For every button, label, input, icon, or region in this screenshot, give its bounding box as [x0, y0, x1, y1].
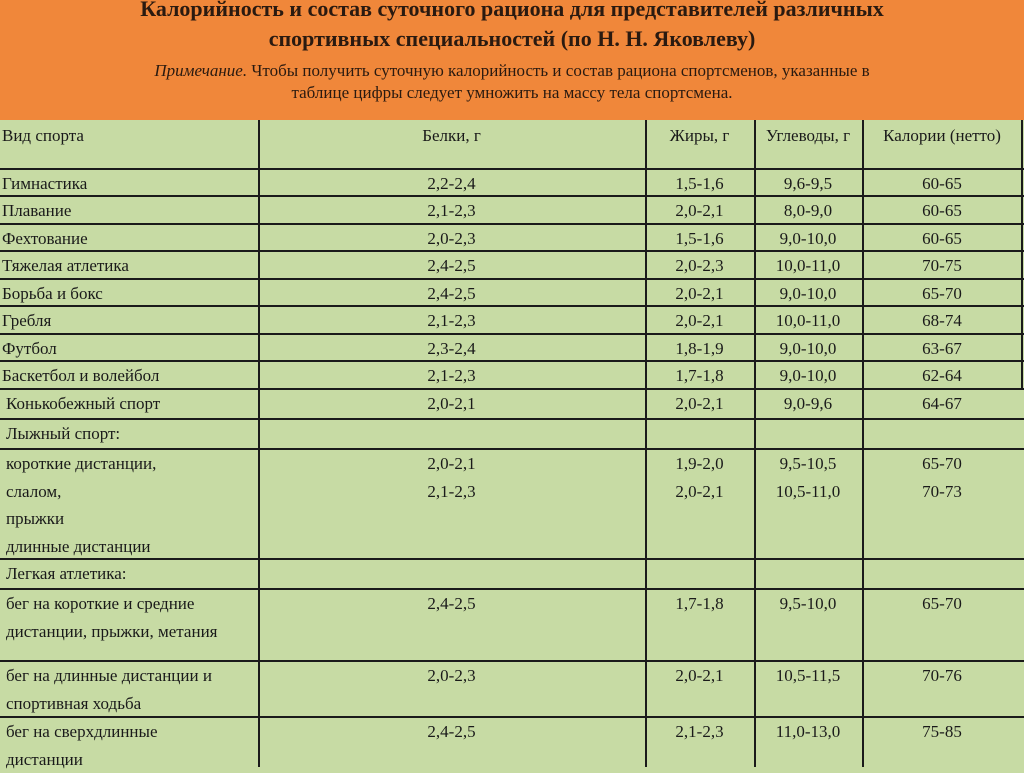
slide-title	[0, 0, 1024, 54]
table-cell-fat: 1,9-2,0 2,0-2,1	[675, 454, 724, 501]
table-row-sport: Конькобежный спорт	[6, 394, 161, 413]
table-cell-protein: 2,2-2,4	[427, 174, 476, 193]
table-cell-calories: 63-67	[922, 339, 962, 358]
table-cell-calories: 60-65	[922, 229, 962, 248]
table-cell-carbs: 10,5-11,5	[775, 666, 841, 685]
table-row-sport: Плавание	[2, 201, 72, 220]
table-cell-fat: 2,0-2,1	[675, 284, 724, 303]
table-cell-calories: 65-70 70-73	[922, 454, 962, 501]
column-header: Вид спорта	[2, 126, 84, 145]
table-cell-protein: 2,4-2,5	[427, 284, 476, 303]
table-cell-calories: 75-85	[922, 722, 962, 741]
table-cell-fat: 2,0-2,1	[675, 311, 724, 330]
table-cell-protein: 2,4-2,5	[427, 256, 476, 275]
table-cell-carbs: 11,0-13,0	[775, 722, 841, 741]
table-row-divider	[0, 418, 1024, 420]
note-line-2: таблице цифры следует умножить на массу тела спортсмена.	[291, 83, 733, 102]
table-cell-carbs: 9,6-9,5	[783, 174, 833, 193]
table-cell-carbs: 9,0-10,0	[779, 366, 837, 385]
table-cell-fat: 1,5-1,6	[675, 229, 724, 248]
table-cell-protein: 2,0-2,1	[427, 394, 476, 413]
table-cell-calories: 60-65	[922, 174, 962, 193]
table-row-sport: Тяжелая атлетика	[2, 256, 129, 275]
table-cell-carbs: 9,0-10,0	[779, 284, 837, 303]
table-cell-fat: 2,1-2,3	[675, 722, 724, 741]
table-cell-fat: 2,0-2,3	[675, 256, 724, 275]
table-cell-protein: 2,0-2,3	[427, 666, 476, 685]
table-cell-carbs: 9,0-9,6	[783, 394, 833, 413]
table-cell-protein: 2,1-2,3	[427, 201, 476, 220]
table-cell-carbs: 10,0-11,0	[775, 256, 841, 275]
column-header: Белки, г	[422, 126, 481, 145]
table-cell-protein: 2,4-2,5	[427, 594, 476, 613]
table-cell-fat: 1,7-1,8	[675, 366, 724, 385]
table-cell-calories: 70-76	[922, 666, 962, 685]
table-row-sport: Футбол	[2, 339, 57, 358]
table-cell-protein: 2,4-2,5	[427, 722, 476, 741]
table-row-sport: Гребля	[2, 311, 52, 330]
table-cell-fat: 2,0-2,1	[675, 666, 724, 685]
table-cell-carbs: 9,0-10,0	[779, 229, 837, 248]
nutrition-table	[0, 120, 1024, 767]
group-label-ski: Лыжный спорт:	[6, 424, 121, 443]
note-line-1: Чтобы получить суточную калорийность и состав рациона спортсменов, указанные в	[247, 61, 870, 80]
table-cell-carbs: 10,0-11,0	[775, 311, 841, 330]
table-row-sport: короткие дистанции, слалом, прыжки длинные дистанции	[6, 454, 157, 556]
table-row-sport: бег на длинные дистанции и спортивная ходьба	[6, 666, 212, 713]
slide-header	[0, 0, 1024, 120]
table-cell-fat: 2,0-2,1	[675, 201, 724, 220]
table-cell-calories: 65-70	[922, 284, 962, 303]
table-cell-calories: 64-67	[922, 394, 962, 413]
table-cell-fat: 1,8-1,9	[675, 339, 724, 358]
table-cell-protein: 2,1-2,3	[427, 366, 476, 385]
column-header: Калории (нетто)	[883, 126, 1001, 145]
table-cell-carbs: 8,0-9,0	[783, 201, 833, 220]
table-row-sport: бег на короткие и средние дистанции, прыжки, метания	[6, 594, 218, 641]
table-row-sport: Фехтование	[2, 229, 88, 248]
table-row-sport: бег на сверхдлинные дистанции	[6, 722, 158, 769]
table-cell-calories: 68-74	[922, 311, 962, 330]
table-cell-fat: 1,5-1,6	[675, 174, 724, 193]
table-cell-protein: 2,1-2,3	[427, 311, 476, 330]
table-cell-fat: 2,0-2,1	[675, 394, 724, 413]
table-cell-protein: 2,0-2,3	[427, 229, 476, 248]
table-cell-carbs: 9,0-10,0	[779, 339, 837, 358]
title-line-2: спортивных специальностей (по Н. Н. Яковлеву)	[268, 26, 756, 51]
table-cell-protein: 2,0-2,1 2,1-2,3	[427, 454, 476, 501]
group-label-athletics: Легкая атлетика:	[6, 564, 127, 583]
note-label: Примечание.	[154, 61, 248, 80]
table-row-sport: Гимнастика	[2, 174, 88, 193]
table-cell-calories: 62-64	[922, 366, 962, 385]
slide-note	[0, 60, 1024, 104]
table-cell-protein: 2,3-2,4	[427, 339, 476, 358]
table-cell-calories: 65-70	[922, 594, 962, 613]
table-row-sport: Борьба и бокс	[2, 284, 103, 303]
column-header: Жиры, г	[669, 126, 730, 145]
table-row-sport: Баскетбол и волейбол	[2, 366, 160, 385]
column-header: Углеводы, г	[765, 126, 851, 145]
table-cell-carbs: 9,5-10,5 10,5-11,0	[775, 454, 841, 501]
table-cell-carbs: 9,5-10,0	[779, 594, 837, 613]
table-cell-calories: 60-65	[922, 201, 962, 220]
table-cell-fat: 1,7-1,8	[675, 594, 724, 613]
table-cell-calories: 70-75	[922, 256, 962, 275]
title-line-1: Калорийность и состав суточного рациона для представителей различных	[140, 0, 884, 21]
